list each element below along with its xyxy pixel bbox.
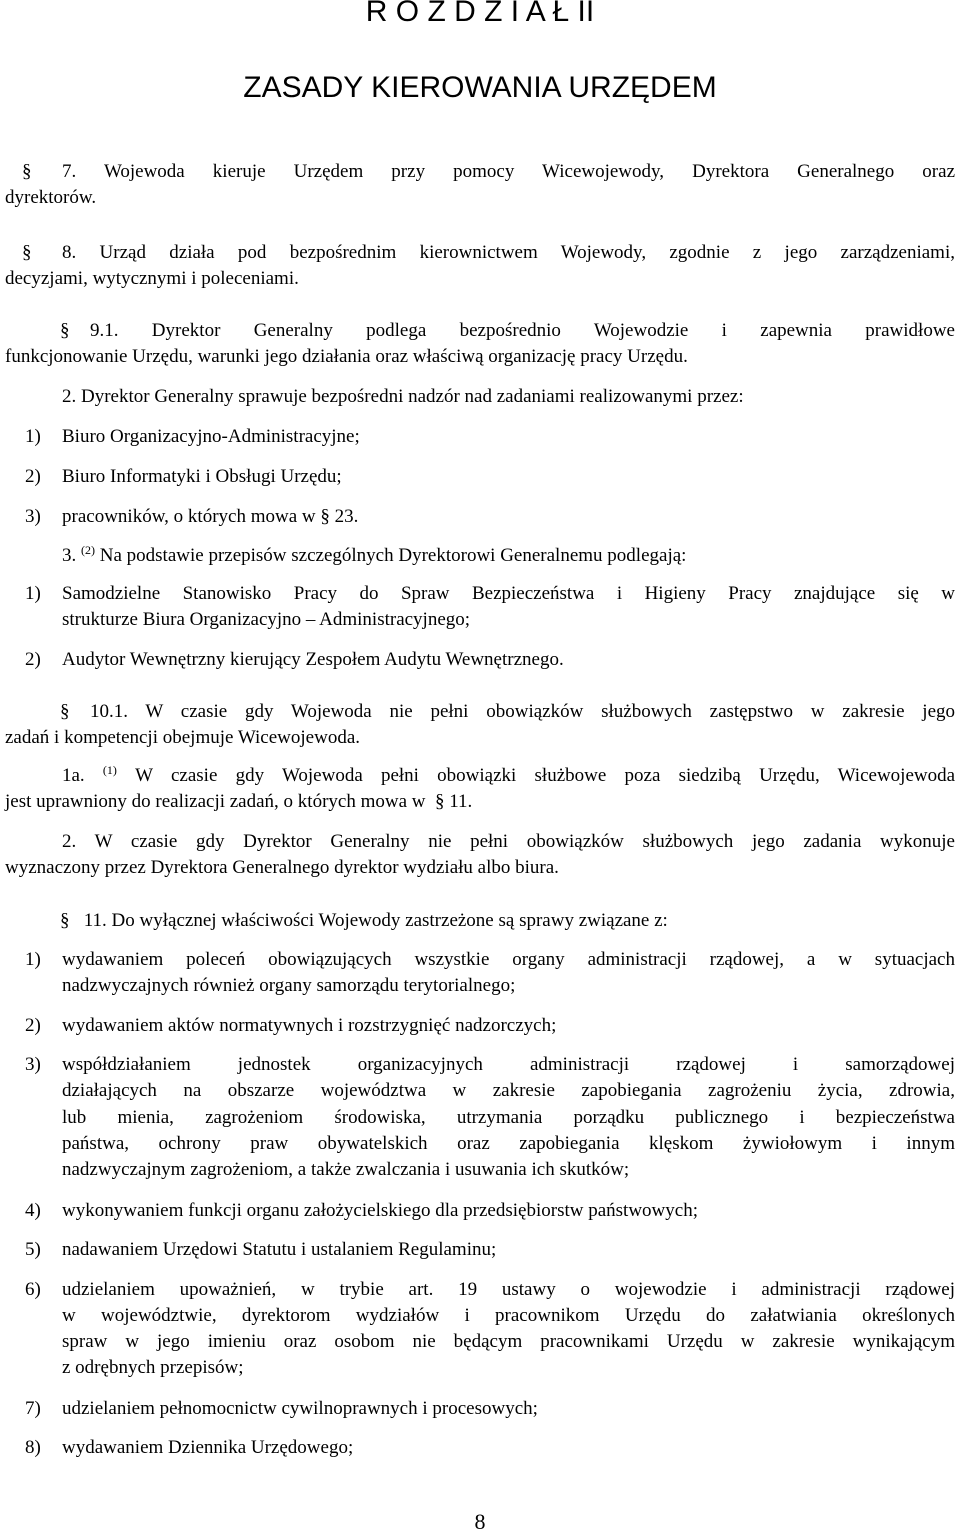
section-symbol: § bbox=[60, 701, 70, 722]
chapter-title: ZASADY KIEROWANIA URZĘDEM bbox=[243, 71, 717, 104]
section-9-p1-line2: funkcjonowanie Urzędu, warunki jego działania oraz właściwą organizację pracy Urzędu. bbox=[5, 346, 688, 367]
section-symbol: § bbox=[60, 910, 70, 931]
footnote-marker: (2) bbox=[81, 543, 95, 557]
section-10-p1a-line2: jest uprawniony do realizacji zadań, o których mowa w § 11. bbox=[5, 791, 473, 812]
section-7-line2: dyrektorów. bbox=[5, 187, 97, 208]
chapter-heading: R O Z D Z I A Ł II bbox=[365, 0, 595, 28]
section-8-line2: decyzjami, wytycznymi i poleceniami. bbox=[5, 268, 299, 289]
document-page: R O Z D Z I A Ł II ZASADY KIEROWANIA URZĘDEM § 7. Wojewoda kieruje Urzędem przy pomocy Wicewojewody, Dyrektora Generalnego oraz dyrektorów. § 8. Urząd działa pod bezpośrednim kierownictwem Wojewody, zgodnie z jego zarządzeniami, decyzjami, wytycznymi i poleceniami. § 9.1. Dyrektor Generalny podlega bezpośrednio Wojewodzie i zapewnia prawidłowe funkcjonowanie Urzędu, warunki jego działania oraz właściwą organizację pracy Urzędu. 2. Dyrektor Generalny sprawuje bezpośredni nadzór nad zadaniami realizowanymi przez: 1) Biuro Organizacyjno-Administracyjne; 2) Biuro Informatyki i Obsługi Urzędu; 3) pracowników, o których mowa w § 23. 3. $^{(2)}$ Na podstawie przepisów szczególnych Dyrektorowi Generalnemu podlegają: 1) Samodzielne Stanowisko Pracy do Spraw Bezpieczeństwa i Higieny Pracy znajdujące się w strukturze Biura Organizacyjno – Administracyjnego; 2) Audytor Wewnętrzny kierujący Zespołem Audytu Wewnętrznego. § 10.1. W czasie gdy Wojewoda nie pełni obowiązków służbowych zastępstwo w zakresie jego zadań i kompetencji obejmuje Wicewojewoda. 1a. $^{(1)}$ W czasie gdy Wojewoda pełni obowiązki służbowe poza siedzibą Urzędu, Wicewojewoda jest uprawniony do realizacji zadań, o których mowa w § 11. 2. W czasie gdy Dyrektor Generalny nie pełni obowiązków służbowych jego zadania wykonuje wyznaczony przez Dyrektora Generalnego dyrektor wydziału albo biura. § 11. Do wyłącznej właściwości Wojewody zastrzeżone są sprawy związane z: 1) wydawaniem poleceń obowiązujących wszystkie organy administracji rządowej, a w sytuacjach nadzwyczajnych również organy samorządu terytorialnego; 2) wydawaniem aktów normatywnych i rozstrzygnięć nadzorczych; 3) współdziałaniem jednostek organizacyjnych administracji rządowej i samorządowej działających na obszarze województwa w zakresie zapobiegania zagrożeniu życia, zdrowia, lub mienia, zagrożeniom środowiska, utrzymania porządku publicznego i bezpieczeństwa państwa, ochrony praw obywatelskich oraz zapobiegania klęskom żywiołowym i innym nadzwyczajnym zagrożeniom, a także zwalczania i usuwania ich skutków; 4) wykonywaniem funkcji organu założycielskiego dla przedsiębiorstw państwowych; 5) nadawaniem Urzędowi Statutu i ustalaniem Regulaminu; 6) udzielaniem upoważnień, w trybie art. 19 ustawy o wojewodzie i administracji rządowej w województwie, dyrektorom wydziałów i pracownikom Urzędu do załatwiania określonych spraw w jego imieniu oraz osobom nie będącym pracownikami Urzędu w zakresie wynikającym z odrębnych przepisów; 7) udzielaniem pełnomocnictw cywilnoprawnych i procesowych; 8) wydawaniem Dziennika Urzędowego; 8 bbox=[0, 0, 960, 1533]
footnote-marker: (1) bbox=[102, 763, 117, 777]
section-symbol: § bbox=[22, 161, 32, 182]
section-9-p1-line1: § 9.1. Dyrektor Generalny podlega bezpośrednio Wojewodzie i zapewnia prawidłowe bbox=[90, 318, 955, 344]
section-10-p2-line1: 2. W czasie gdy Dyrektor Generalny nie pełni obowiązków służbowych jego zadania wykonuje bbox=[62, 831, 955, 852]
section-10-p2-line2: wyznaczony przez Dyrektora Generalnego dyrektor wydziału albo biura. bbox=[5, 857, 559, 878]
section-9-p2: 2. Dyrektor Generalny sprawuje bezpośredni nadzór nad zadaniami realizowanymi przez: bbox=[62, 386, 744, 407]
section-9-p3: 3. $^{(2)}$ Na podstawie przepisów szczególnych Dyrektorowi Generalnemu podlegają: bbox=[62, 543, 687, 566]
section-10-p1a-line1: 1a. $^{(1)}$ W czasie gdy Wojewoda pełni obowiązki służbowe poza siedzibą Urzędu, Wicewojewoda bbox=[62, 763, 956, 786]
section-symbol: § bbox=[320, 506, 330, 527]
section-symbol: § bbox=[435, 791, 445, 812]
section-10-p1-line1: § 10.1. W czasie gdy Wojewoda nie pełni obowiązków służbowych zastępstwo w zakresie jego bbox=[90, 699, 955, 725]
section-8-line1: § 8. Urząd działa pod bezpośrednim kierownictwem Wojewody, zgodnie z jego zarządzeniami, bbox=[62, 240, 955, 266]
page-number: 8 bbox=[474, 1509, 486, 1534]
section-11-intro: § 11. Do wyłącznej właściwości Wojewody zastrzeżone są sprawy związane z: bbox=[60, 910, 668, 931]
section-symbol: § bbox=[22, 242, 32, 263]
section-10-p1-line2: zadań i kompetencji obejmuje Wicewojewoda. bbox=[5, 727, 361, 748]
section-symbol: § bbox=[60, 320, 70, 341]
section-7-line1: § 7. Wojewoda kieruje Urzędem przy pomocy Wicewojewody, Dyrektora Generalnego oraz bbox=[62, 159, 955, 185]
